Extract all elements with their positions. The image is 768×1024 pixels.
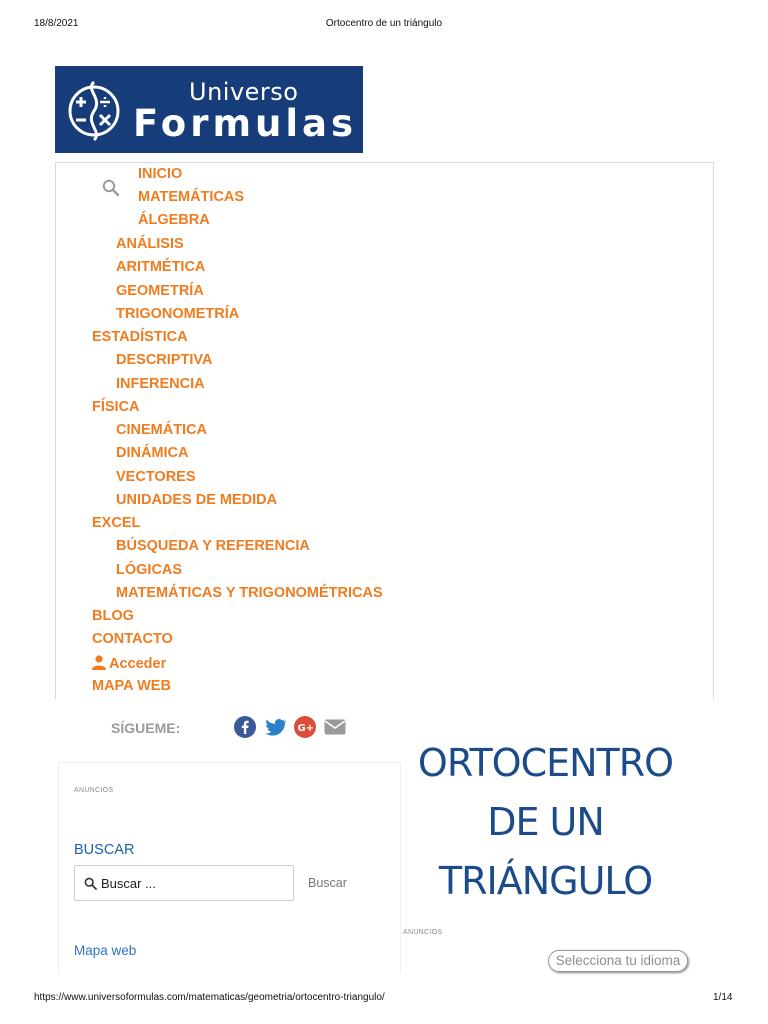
user-icon [92,655,106,670]
page-title-line-1: ORTOCENTRO [417,741,674,785]
menu-item-contacto[interactable]: CONTACTO [92,631,173,647]
menu-item-aritmetica[interactable]: ARITMÉTICA [116,259,206,275]
menu-item-unidades-de-medida[interactable]: UNIDADES DE MEDIDA [116,492,278,508]
language-select-button[interactable]: Selecciona tu idioma [548,950,688,972]
logo-top-text: Universo [189,78,299,106]
print-date: 18/8/2021 [34,18,79,29]
site-logo[interactable] [55,66,363,153]
menu-item-analisis[interactable]: ANÁLISIS [116,236,184,252]
print-header [0,18,768,32]
twitter-icon[interactable] [264,716,286,738]
search-field-icon [84,877,97,890]
page-title-line-2: DE UN [487,800,604,844]
menu-item-matematicas[interactable]: MATEMÁTICAS [138,189,245,205]
menu-item-trigonometria[interactable]: TRIGONOMETRÍA [116,306,240,322]
print-page-number: 1/14 [713,992,733,1003]
page-title [404,734,687,911]
ads-label-sidebar: ANUNCIOS [74,787,114,794]
follow-label: SÍGUEME: [111,720,181,736]
formula-emblem-icon [63,80,125,142]
search-placeholder: Buscar ... [101,876,156,891]
google-plus-icon[interactable] [294,716,316,738]
facebook-icon[interactable] [234,716,256,738]
menu-item-fisica[interactable]: FÍSICA [92,399,140,415]
menu-item-matematicas-y-trigonometricas[interactable]: MATEMÁTICAS Y TRIGONOMÉTRICAS [116,585,383,601]
menu-item-algebra[interactable]: ÁLGEBRA [138,212,210,228]
menu-item-descriptiva[interactable]: DESCRIPTIVA [116,352,213,368]
menu-item-inferencia[interactable]: INFERENCIA [116,376,205,392]
menu-item-geometria[interactable]: GEOMETRÍA [116,283,204,299]
search-heading: BUSCAR [74,842,135,858]
menu-item-inicio[interactable]: INICIO [138,166,183,182]
print-url: https://www.universoformulas.com/matematicas/geometria/ortocentro-triangulo/ [34,992,385,1003]
menu-item-estadistica[interactable]: ESTADÍSTICA [92,329,188,345]
menu-item-blog[interactable]: BLOG [92,608,134,624]
menu-item-busqueda-y-referencia[interactable]: BÚSQUEDA Y REFERENCIA [116,538,310,554]
menu-item-acceder[interactable] [92,655,166,672]
menu-item-vectores[interactable]: VECTORES [116,469,196,485]
search-icon[interactable] [101,178,121,198]
print-document-title: Ortocentro de un triángulo [325,18,443,29]
logo-bottom-text: Formulas [133,102,358,145]
menu-item-cinematica[interactable]: CINEMÁTICA [116,422,208,438]
svg-text:G+: G+ [297,723,315,734]
menu-item-dinamica[interactable]: DINÁMICA [116,445,189,461]
ads-label-article: ANUNCIOS [403,929,443,936]
sitemap-link[interactable]: Mapa web [74,943,137,958]
menu-item-excel[interactable]: EXCEL [92,515,141,531]
menu-item-mapa-web[interactable]: MAPA WEB [92,678,171,694]
menu-item-logicas[interactable]: LÓGICAS [116,562,183,578]
page-title-line-3: TRIÁNGULO [438,859,653,903]
search-input[interactable] [74,865,294,901]
email-icon[interactable] [324,716,346,738]
menu-item-acceder-label: Acceder [109,656,167,672]
search-button[interactable]: Buscar [308,876,347,890]
